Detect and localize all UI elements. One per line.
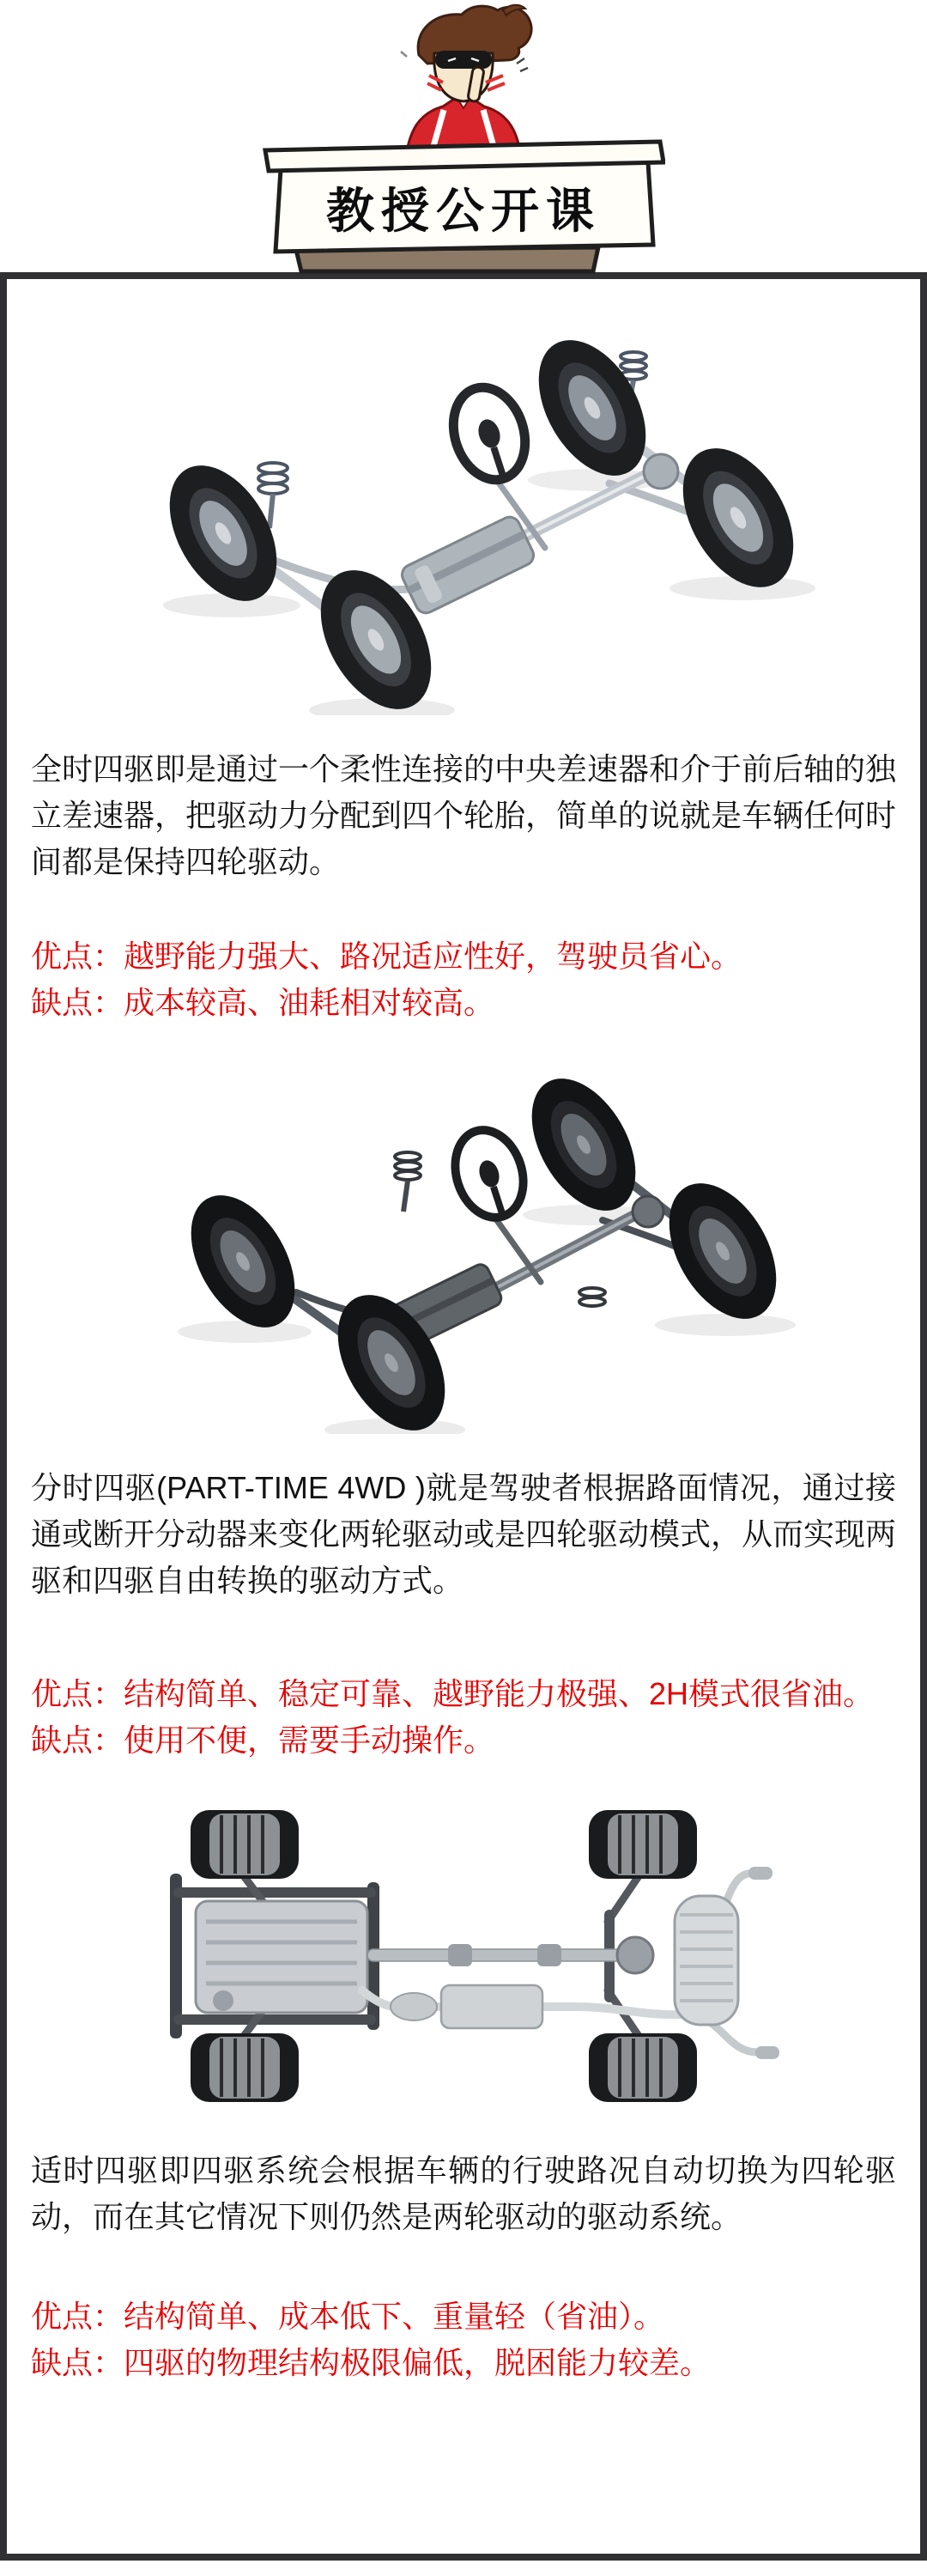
pros-cons-block	[31, 2293, 896, 2386]
banner-title: 教授公开课	[326, 184, 601, 238]
part-time-4wd-chassis-photo	[31, 1052, 896, 1434]
cons-line: 缺点：四驱的物理结构极限偏低，脱困能力较差。	[31, 2345, 712, 2380]
section-part-time-4wd	[31, 1052, 896, 1764]
cons-line: 缺点：成本较高、油耗相对较高。	[31, 985, 495, 1020]
section-full-time-4wd	[31, 303, 896, 1026]
pros-cons-block	[31, 933, 896, 1026]
lecture-header	[0, 0, 927, 272]
pros-line: 优点：越野能力强大、路况适应性好，驾驶员省心。	[31, 939, 742, 974]
section-paragraph: 全时四驱即是通过一个柔性连接的中央差速器和介于前后轴的独立差速器，把驱动力分配到四个轮胎，简单的说就是车辆任何时间都是保持四轮驱动。	[31, 751, 897, 879]
section-paragraph: 分时四驱(PART-TIME 4WD )就是驾驶者根据路面情况，通过接通或断开分动器来变化两轮驱动或是四轮驱动模式，从而实现两驱和四驱自由转换的驱动方式。	[31, 1470, 897, 1598]
wheel-front-right	[589, 1810, 697, 1879]
section-on-demand-4wd	[31, 1795, 896, 2386]
wheel-rear-right	[589, 2033, 697, 2102]
on-demand-4wd-chassis-top-view-photo	[31, 1795, 896, 2117]
wheel-rear-left	[191, 2033, 299, 2102]
cons-line: 缺点：使用不便，需要手动操作。	[31, 1722, 495, 1758]
section-paragraph: 适时四驱即四驱系统会根据车辆的行驶路况自动切换为四轮驱动，而在其它情况下则仍然是两轮驱动的驱动系统。	[31, 2153, 896, 2234]
full-time-4wd-chassis-photo	[31, 303, 896, 715]
podium	[262, 135, 665, 274]
wheel-front-left	[191, 1810, 299, 1879]
pros-line: 优点：结构简单、稳定可靠、越野能力极强、2H模式很省油。	[31, 1676, 875, 1711]
article-box	[0, 272, 927, 2561]
pros-line: 优点：结构简单、成本低下、重量轻（省油）。	[31, 2299, 665, 2334]
pros-cons-block	[31, 1671, 896, 1764]
mascot-mask	[435, 51, 492, 69]
